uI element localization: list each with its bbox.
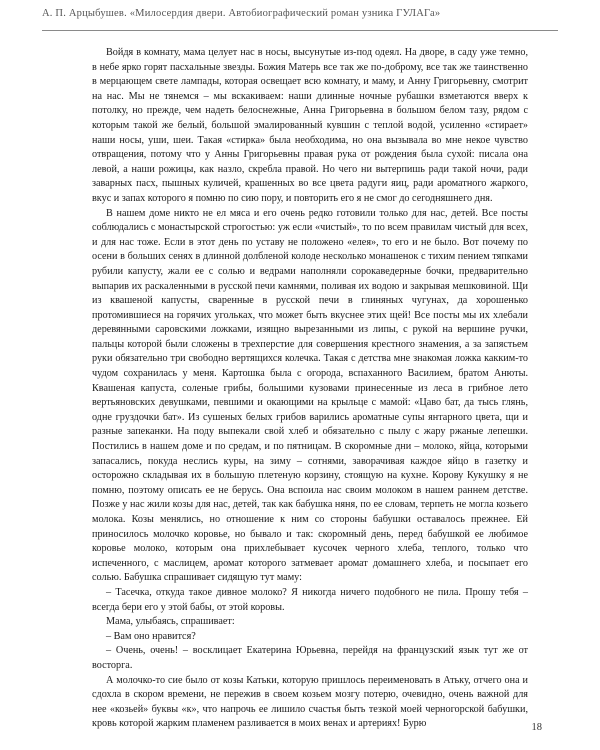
main-text bbox=[92, 46, 528, 732]
header-rule bbox=[42, 30, 558, 31]
paragraph: – Вам оно нравится? bbox=[106, 630, 196, 642]
page-number: 18 bbox=[531, 722, 542, 733]
paragraph: А молочко-то сие было от козы Катьки, которую пришлось переименовать в Атьку, отчего она и сдохла в скором времени, не пережив в своем козьем мозгу потерю, очевидно, очень важной для нее «козьей» буквы «к», что напрочь ее лишило счастья быть тезкой моей черногорской бабушки, кровь которой жарким пламенем разливается в моих венах и артериях! Бурю bbox=[92, 674, 528, 730]
paragraph: В нашем доме никто не ел мяса и его очень редко готовили только для нас, детей. Все посты соблюдались с монастырской строгостью: уж если «чистый», то по всем правилам чистый для всех, и для нас тоже. Если в этот день по уставу не положено «елея», то его и не было. Вот почему по осени в больших сенях в длинной долбленой колоде несколько монашенок с тихим пением тяпками рубили капусту, жали ее с солью и ведрами наполняли сорокаведерные бочки, предварительно выпарив их раскаленными в русской печи камнями, поливая их водою и закрывая мешковиной. Щи из квашеной капусты, сваренные в русской печи в глиняных чугунах, да хорошенько протомившиеся на горячих угольках, что может быть вкуснее этих щей! Все посты мы их хлебали деревянными саровскими ложками, изящно вырезанными из липы, с рукой на вершине ручки, пальцы которой были сложены в трехперстие для совершения крестного знамения, а за запястьем руки обязательно три свободно вертящихся колечка. Такая с детства мне знакомая ложка какким-то чудом сохранилась у меня. Картошка была с огорода, вспаханного Василием, братом Анюты. Квашеная капуста, соленые грибы, большими кузовами принесенные из леса в грибное лето вертьяновских девушками, певшими и окающими на крыльце с мамой: «Цаво бат, да тысь глянь, одне груздочки бат». Из сушеных белых грибов варились ароматные супы янтарного цвета, щи и разные запеканки. На поду выпекали свой хлеб и обязательно с пылу с жару ржаные лепешки. Постились в нашем доме и по средам, и по пятницам. В скоромные дни – молоко, яйца, которыми запасались, покуда неслись куры, на зиму – сотнями, заворачивая каждое яйцо в газетку и осторожно складывая их в большую плетеную корзину, стоящую на кухне. Корову Кукушку я не помню, поэтому описать ее не берусь. Она вспоила нас своим молоком в нашем раннем детстве. Позже у нас жили козы для нас, детей, так как бабушка няня, по ее словам, терпеть не могла козьего молока. Козы менялись, но отношение к ним со стороны бабушки оставалось прежнее. Ей приносилось молочко коровье, но бывало и так: скоромный день, перед бабушкой ее любимое коровье молоко, которым она прихлебывает кусочек черного хлеба, теплого, только что испеченного, с маслицем, аромат которого затмевает аромат домашнего хлеба, и посыпает его солью. Бабушка спрашивает сидящую тут маму: bbox=[92, 207, 528, 584]
paragraph: Мама, улыбаясь, спрашивает: bbox=[106, 616, 235, 628]
paragraph: Войдя в комнату, мама целует нас в носы, высунутые из-под одеял. На дворе, в саду уже темно, в небе ярко горят пасхальные звезды. Божия Матерь все так же по-доброму, все так же таинственно в мерцающем свете лампады, которая освещает всю комнату, и маму, и Анну Григорьевну, смотрит на нас. Мы не тянемся – мы вскакиваем: наши длинные ночные рубашки взметаются вверх к потолку, но прежде, чем надеть белоснежные, Анна Григорьевна в большом белом тазу, рядом с которым такой же белый, большой эмалированный кувшин с теплой водой, усиленно «стирает» наши носы, уши, шеи. Такая «стирка» была необходима, но она вызывала во мне некое чувство отвращения, потому что у Анны Григорьевны правая рука от рождения была сухой: писала она левой, а наши рожицы, как назло, скребла правой. Но чего ни вытерпишь ради такой ночи, ради заварных пасх, пышных куличей, крашенных во все цвета радуги яиц, ради ароматного жаркого, вкус и запах которого я помню по сию пору, и повторить его я не смог до сегодняшнего дня. bbox=[92, 47, 528, 204]
paragraph: – Очень, очень! – восклицает Екатерина Юрьевна, перейдя на французский язык тут же от восторга. bbox=[92, 645, 528, 671]
running-header: А. П. Арцыбушев. «Милосердия двери. Автобиографический роман узника ГУЛАГа» bbox=[42, 8, 441, 19]
paragraph: – Тасечка, откуда такое дивное молоко? Я никогда ничего подобного не пила. Прошу тебя – всегда бери его у этой бабы, от этой коровы. bbox=[92, 586, 528, 613]
